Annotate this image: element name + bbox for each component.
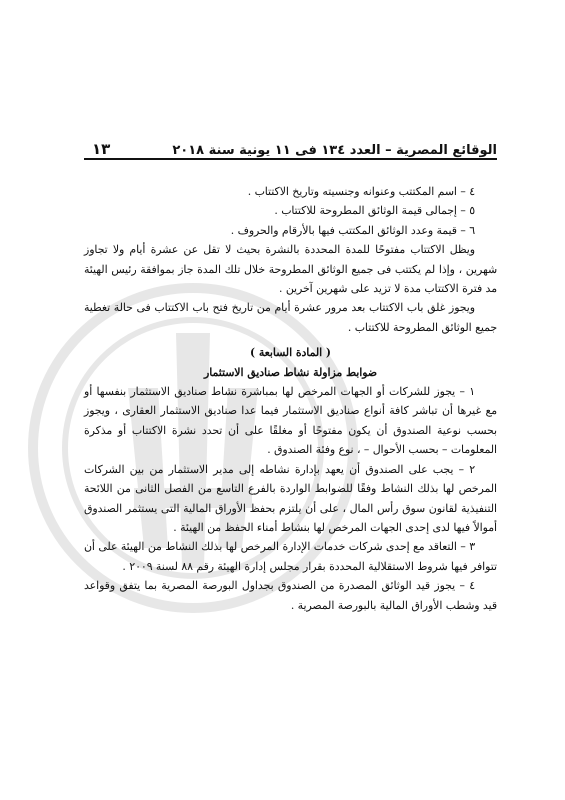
subscription-period-paragraph: ويظل الاكتتاب مفتوحًا للمدة المحددة بالنشرة بحيث لا تقل عن عشرة أيام ولا تجاوز شهرين ، وإذا لم يكتتب فى جميع الوثائق المطروحة خلال تلك المدة جاز بموافقة رئيس الهيئة مد فترة الاكتتاب مدة لا تزيد على شهرين آخرين . xyxy=(84,243,497,296)
article-paragraph-1: ١ – يجوز للشركات أو الجهات المرخص لها بمباشرة نشاط صناديق الاستثمار بنفسها أو مع غيرها أن تباشر كافة أنواع صناديق الاستثمار فيما عدا صناديق الاستثمار العقارى ، ويجوز بحسب نوعية الصندوق أن يكون مفتوحًا أو مغلقًا على أن تحدد نشرة الاكتتاب أو مذكرة المعلومات – بحسب الأحوال – ، نوع وفئة الصندوق . xyxy=(84,385,497,457)
page-header xyxy=(84,136,497,160)
document-content xyxy=(84,182,497,615)
article-title: ( المادة السابعة ) xyxy=(250,346,331,360)
article-paragraph-4: ٤ – يجوز قيد الوثائق المصدرة من الصندوق بجداول البورصة المصرية بما يتفق وقواعد قيد وشطب الأوراق المالية بالبورصة المصرية . xyxy=(84,579,497,612)
subscription-closing-paragraph: ويجوز غلق باب الاكتتاب بعد مرور عشرة أيام من تاريخ فتح باب الاكتتاب فى حالة تغطية جميع الوثائق المطروحة للاكتتاب . xyxy=(84,301,497,334)
list-item-subscribed-amount: ٦ – قيمة وعدد الوثائق المكتتب فيها بالأرقام والحروف . xyxy=(230,223,475,237)
article-paragraph-2: ٢ – يجب على الصندوق أن يعهد بإدارة نشاطه إلى مدير الاستثمار من بين الشركات المرخص لها بذلك النشاط وفقًا للضوابط الواردة بالفرع التاسع من الفصل الثانى من اللائحة التنفيذية لقانون سوق رأس المال ، على أن يلتزم بحفظ الأوراق المالية التى يستثمر الصندوق أموالاً فيها لدى إحدى الجهات المرخص لها بنشاط أمناء الحفظ من الهيئة . xyxy=(84,462,497,534)
list-item-applicant-details: ٤ – اسم المكتتب وعنوانه وجنسيته وتاريخ الاكتتاب . xyxy=(247,185,475,198)
article-paragraph-3: ٣ – التعاقد مع إحدى شركات خدمات الإدارة المرخص لها بذلك النشاط من الهيئة على أن تتوافر فيها شروط الاستقلالية المحددة بقرار مجلس إدارة الهيئة رقم ٨٨ لسنة ٢٠٠٩ . xyxy=(84,540,497,573)
page-number: ١٣ xyxy=(92,140,111,158)
header-title: الوقائع المصرية – العدد ١٣٤ فى ١١ يونية سنة ٢٠١٨ xyxy=(172,143,497,158)
article-subtitle: ضوابط مزاولة نشاط صناديق الاستثمار xyxy=(204,365,377,379)
list-item-total-value: ٥ – إجمالى قيمة الوثائق المطروحة للاكتتاب . xyxy=(274,204,475,218)
